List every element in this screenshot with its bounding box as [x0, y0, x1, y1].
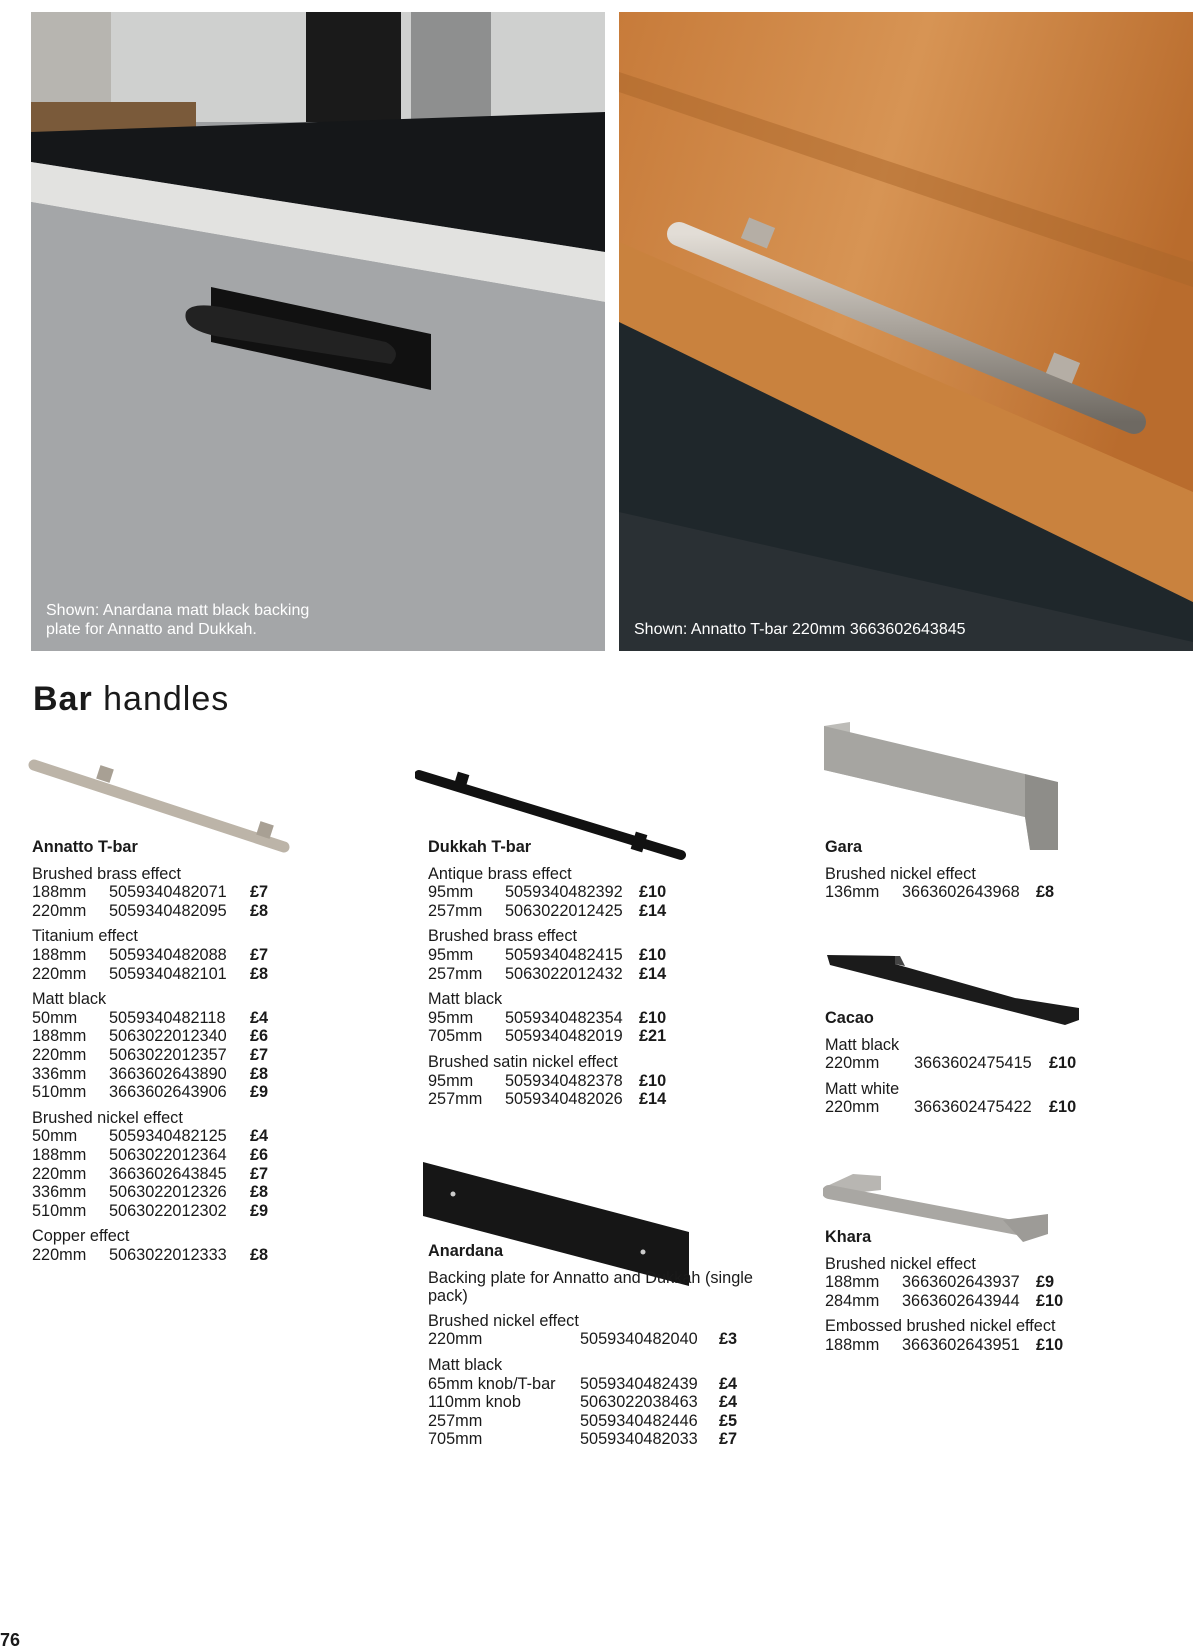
size: 284mm — [825, 1291, 880, 1310]
product-code: 3663602643906 — [109, 1083, 227, 1102]
size: 188mm — [825, 1273, 880, 1292]
finish-group — [428, 990, 728, 1046]
title-rest: handles — [92, 680, 230, 718]
size: 188mm — [32, 1027, 87, 1046]
price: £4 — [719, 1393, 738, 1412]
finish-group — [428, 1312, 768, 1349]
product-code: 5059340482019 — [505, 1027, 623, 1046]
product-gara — [825, 838, 1115, 909]
price: £9 — [250, 1083, 269, 1102]
product-description: Backing plate for Annatto and Dukkah (single pack) — [428, 1268, 753, 1306]
table-row — [428, 946, 728, 965]
size: 220mm — [428, 1330, 483, 1349]
price: £10 — [1036, 1291, 1064, 1310]
price: £7 — [250, 945, 269, 964]
price: £10 — [1049, 1054, 1077, 1073]
size: 257mm — [428, 901, 483, 920]
size: 110mm knob — [428, 1393, 521, 1412]
finish-name: Embossed brushed nickel effect — [825, 1317, 1056, 1336]
product-code: 5059340482354 — [505, 1008, 623, 1027]
price: £4 — [250, 1008, 269, 1027]
product-code: 5059340482446 — [580, 1411, 698, 1430]
product-code: 5063022012364 — [109, 1145, 227, 1164]
price: £10 — [639, 1071, 667, 1090]
product-code: 5063022038463 — [580, 1393, 698, 1412]
size: 220mm — [825, 1098, 880, 1117]
price: £9 — [250, 1201, 269, 1220]
table-row — [32, 1027, 322, 1046]
size: 336mm — [32, 1064, 87, 1083]
size: 510mm — [32, 1083, 87, 1102]
product-code: 5059340482088 — [109, 945, 227, 964]
price: £10 — [639, 1008, 667, 1027]
size: 136mm — [825, 883, 880, 902]
photo-anardana-backing-plate — [31, 12, 605, 651]
table-row — [428, 1393, 768, 1412]
table-row — [428, 902, 728, 921]
product-name: Khara — [825, 1228, 872, 1246]
photo-annatto-t-bar — [619, 12, 1193, 651]
table-row — [32, 902, 322, 921]
finish-name: Copper effect — [32, 1227, 130, 1246]
finish-name: Matt white — [825, 1079, 900, 1098]
page-title — [33, 680, 229, 719]
price: £4 — [719, 1374, 738, 1393]
finish-name: Matt black — [428, 990, 503, 1009]
product-cacao — [825, 1009, 1115, 1124]
price: £10 — [1049, 1098, 1077, 1117]
finish-group — [428, 1053, 728, 1109]
size: 336mm — [32, 1183, 87, 1202]
finish-group — [825, 1080, 1115, 1117]
product-code: 5063022012357 — [109, 1045, 227, 1064]
price: £10 — [639, 945, 667, 964]
product-name: Anardana — [428, 1242, 504, 1260]
product-code: 5059340482026 — [505, 1090, 623, 1109]
size: 95mm — [428, 1071, 474, 1090]
finish-name: Matt black — [32, 990, 107, 1009]
finish-group — [825, 1255, 1125, 1311]
product-code: 3663602475415 — [914, 1054, 1032, 1073]
price: £8 — [250, 1245, 269, 1264]
table-row — [825, 1292, 1125, 1311]
product-code: 5063022012425 — [505, 901, 623, 920]
finish-group — [32, 927, 322, 983]
table-row — [32, 1065, 322, 1084]
table-row — [825, 883, 1115, 902]
size: 705mm — [428, 1430, 483, 1449]
table-row — [32, 1009, 322, 1028]
product-code: 5059340482392 — [505, 883, 623, 902]
product-code: 3663602643937 — [902, 1273, 1020, 1292]
price: £21 — [639, 1027, 667, 1046]
table-row — [32, 1202, 322, 1221]
size: 220mm — [825, 1054, 880, 1073]
size: 257mm — [428, 1090, 483, 1109]
finish-name: Brushed satin nickel effect — [428, 1052, 618, 1071]
product-code: 3663602643968 — [902, 883, 1020, 902]
price: £4 — [250, 1127, 269, 1146]
price: £8 — [1036, 883, 1055, 902]
product-name: Dukkah T-bar — [428, 838, 532, 856]
size: 50mm — [32, 1008, 78, 1027]
size: 65mm knob/T-bar — [428, 1374, 556, 1393]
product-code: 5059340482101 — [109, 964, 227, 983]
product-annatto-t-bar — [32, 838, 322, 1271]
wood-cabinet-illustration — [619, 12, 1193, 651]
price: £3 — [719, 1330, 738, 1349]
price: £14 — [639, 1090, 667, 1109]
page-number: 76 — [0, 1630, 21, 1650]
table-row — [825, 1054, 1115, 1073]
price: £8 — [250, 1064, 269, 1083]
size: 188mm — [825, 1335, 880, 1354]
size: 257mm — [428, 1411, 483, 1430]
size: 257mm — [428, 964, 483, 983]
table-row — [32, 965, 322, 984]
table-row — [825, 1098, 1115, 1117]
table-row — [428, 1412, 768, 1431]
product-code: 3663602643845 — [109, 1164, 227, 1183]
product-name: Annatto T-bar — [32, 838, 138, 856]
finish-group — [825, 865, 1115, 902]
price: £8 — [250, 901, 269, 920]
kitchen-drawer-illustration — [31, 12, 605, 651]
table-row — [428, 883, 728, 902]
finish-group — [428, 927, 728, 983]
finish-name: Brushed nickel effect — [825, 864, 976, 883]
finish-group — [32, 1227, 322, 1264]
price: £10 — [639, 883, 667, 902]
table-row — [428, 1072, 728, 1091]
product-code: 5063022012326 — [109, 1183, 227, 1202]
table-row — [32, 1146, 322, 1165]
product-code: 3663602475422 — [914, 1098, 1032, 1117]
title-bold: Bar — [33, 680, 93, 718]
price: £7 — [719, 1430, 738, 1449]
size: 188mm — [32, 945, 87, 964]
size: 50mm — [32, 1127, 78, 1146]
finish-name: Brushed nickel effect — [825, 1254, 976, 1273]
price: £9 — [1036, 1273, 1055, 1292]
product-code: 5059340482125 — [109, 1127, 227, 1146]
product-name: Gara — [825, 838, 863, 856]
product-code: 5059340482378 — [505, 1071, 623, 1090]
size: 220mm — [32, 1245, 87, 1264]
price: £7 — [250, 883, 269, 902]
price: £6 — [250, 1027, 269, 1046]
price: £8 — [250, 1183, 269, 1202]
product-code: 5059340482095 — [109, 901, 227, 920]
product-code: 5063022012340 — [109, 1027, 227, 1046]
product-dukkah-t-bar — [428, 838, 728, 1116]
table-row — [32, 1183, 322, 1202]
finish-group — [32, 865, 322, 921]
product-khara — [825, 1228, 1125, 1362]
finish-group — [32, 990, 322, 1102]
price: £8 — [250, 964, 269, 983]
finish-name: Matt black — [825, 1035, 900, 1054]
finish-name: Matt black — [428, 1355, 503, 1374]
product-code: 5059340482071 — [109, 883, 227, 902]
finish-group — [428, 865, 728, 921]
product-code: 3663602643890 — [109, 1064, 227, 1083]
finish-name: Antique brass effect — [428, 864, 572, 883]
product-code: 5059340482040 — [580, 1330, 698, 1349]
price: £14 — [639, 901, 667, 920]
product-code: 3663602643951 — [902, 1335, 1020, 1354]
size: 188mm — [32, 883, 87, 902]
table-row — [428, 965, 728, 984]
finish-group — [32, 1109, 322, 1221]
size: 220mm — [32, 901, 87, 920]
table-row — [825, 1336, 1125, 1355]
price: £14 — [639, 964, 667, 983]
table-row — [32, 946, 322, 965]
table-row — [32, 1083, 322, 1102]
gara-handle-image — [820, 722, 1070, 857]
size: 95mm — [428, 1008, 474, 1027]
table-row — [32, 1165, 322, 1184]
size: 95mm — [428, 945, 474, 964]
product-anardana — [428, 1242, 768, 1456]
finish-name: Brushed brass effect — [32, 864, 182, 883]
table-row — [428, 1009, 728, 1028]
size: 510mm — [32, 1201, 87, 1220]
product-code: 5063022012302 — [109, 1201, 227, 1220]
finish-group — [825, 1317, 1125, 1354]
finish-name: Titanium effect — [32, 927, 138, 946]
size: 220mm — [32, 1045, 87, 1064]
table-row — [32, 1046, 322, 1065]
table-row — [428, 1027, 728, 1046]
table-row — [428, 1090, 728, 1109]
product-code: 5059340482033 — [580, 1430, 698, 1449]
photo-caption: Shown: Annatto T-bar 220mm 3663602643845 — [634, 621, 966, 638]
finish-group — [428, 1356, 768, 1449]
product-code: 5059340482415 — [505, 945, 623, 964]
price: £7 — [250, 1164, 269, 1183]
table-row — [825, 1273, 1125, 1292]
table-row — [428, 1375, 768, 1394]
table-row — [32, 1127, 322, 1146]
price: £7 — [250, 1045, 269, 1064]
table-row — [428, 1430, 768, 1449]
table-row — [428, 1330, 768, 1349]
size: 95mm — [428, 883, 474, 902]
table-row — [32, 1246, 322, 1265]
size: 705mm — [428, 1027, 483, 1046]
product-code: 5059340482439 — [580, 1374, 698, 1393]
size: 188mm — [32, 1145, 87, 1164]
finish-name: Brushed brass effect — [428, 927, 578, 946]
product-name: Cacao — [825, 1009, 874, 1027]
size: 220mm — [32, 964, 87, 983]
product-code: 5063022012333 — [109, 1245, 227, 1264]
price: £6 — [250, 1145, 269, 1164]
size: 220mm — [32, 1164, 87, 1183]
product-code: 5059340482118 — [109, 1008, 226, 1027]
table-row — [32, 883, 322, 902]
finish-group — [825, 1036, 1115, 1073]
finish-name: Brushed nickel effect — [428, 1311, 579, 1330]
price: £5 — [719, 1411, 738, 1430]
photo-caption: Shown: Anardana matt black backing plate for Annatto and Dukkah. — [46, 602, 310, 638]
product-code: 5063022012432 — [505, 964, 623, 983]
finish-name: Brushed nickel effect — [32, 1108, 183, 1127]
product-code: 3663602643944 — [902, 1291, 1020, 1310]
price: £10 — [1036, 1335, 1064, 1354]
